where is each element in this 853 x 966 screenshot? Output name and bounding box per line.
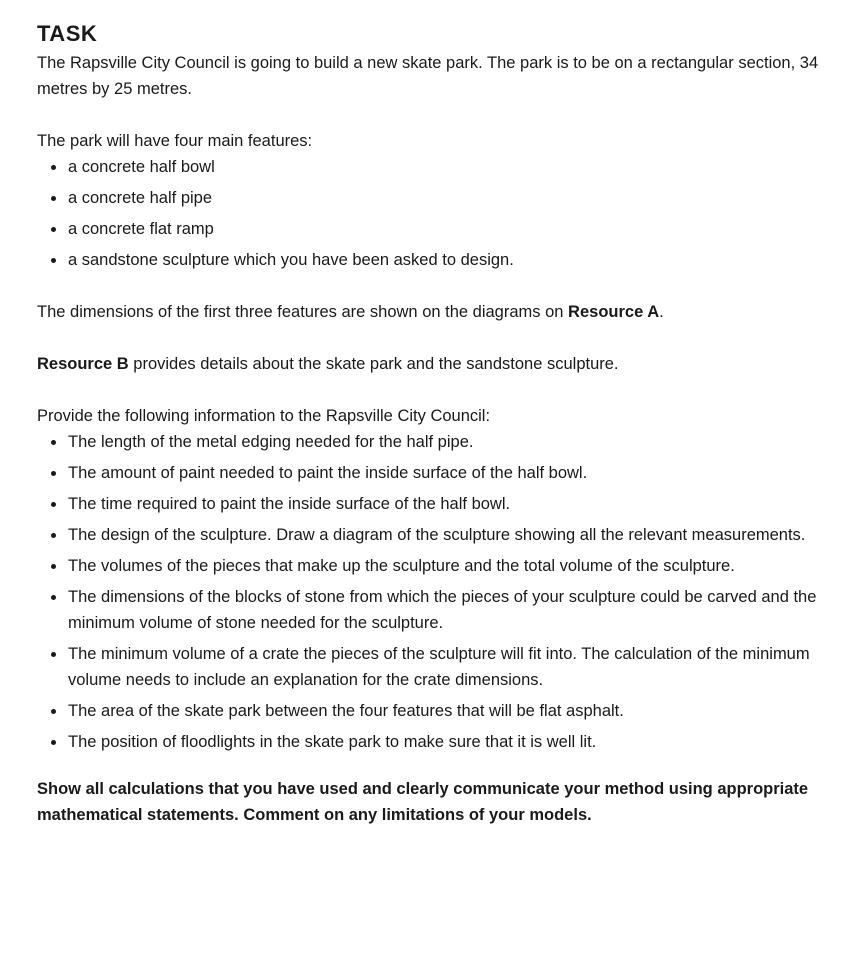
list-item: a concrete flat ramp (68, 216, 837, 242)
features-list (37, 154, 837, 273)
provide-intro: Provide the following information to the Rapsville City Council: (37, 407, 491, 425)
list-item: The dimensions of the blocks of stone from which the pieces of your sculpture could be carved and the minimum volume of stone needed for the sculpture. (68, 584, 837, 636)
list-item: The area of the skate park between the four features that will be flat asphalt. (68, 698, 837, 724)
list-item: a sandstone sculpture which you have been asked to design. (68, 247, 837, 273)
closing-instructions: Show all calculations that you have used and clearly communicate your method using appropriate mathematical statements. Comment on any limitations of your models. (37, 780, 809, 824)
list-item: a concrete half bowl (68, 154, 837, 180)
list-item: The length of the metal edging needed for the half pipe. (68, 429, 837, 455)
resource-b-text-after: provides details about the skate park and the sandstone sculpture. (128, 355, 619, 373)
features-intro: The park will have four main features: (37, 132, 313, 150)
resource-b-paragraph (37, 351, 837, 377)
requirements-list (37, 429, 837, 755)
resource-a-text-before: The dimensions of the first three features are shown on the diagrams on (37, 303, 569, 321)
list-item: The volumes of the pieces that make up the sculpture and the total volume of the sculpture. (68, 553, 837, 579)
task-heading: TASK (37, 21, 98, 46)
list-item: a concrete half pipe (68, 185, 837, 211)
task-document (37, 20, 837, 828)
resource-a-text-after: . (659, 303, 664, 321)
list-item: The amount of paint needed to paint the inside surface of the half bowl. (68, 460, 837, 486)
list-item: The position of floodlights in the skate park to make sure that it is well lit. (68, 729, 837, 755)
task-intro: The Rapsville City Council is going to build a new skate park. The park is to be on a rectangular section, 34 metres by 25 metres. (37, 54, 819, 98)
resource-a-label: Resource A (568, 303, 660, 321)
list-item: The design of the sculpture. Draw a diagram of the sculpture showing all the relevant measurements. (68, 522, 837, 548)
resource-b-label: Resource B (37, 355, 129, 373)
list-item: The minimum volume of a crate the pieces of the sculpture will fit into. The calculation of the minimum volume needs to include an explanation for the crate dimensions. (68, 641, 837, 693)
resource-a-paragraph (37, 299, 837, 325)
list-item: The time required to paint the inside surface of the half bowl. (68, 491, 837, 517)
